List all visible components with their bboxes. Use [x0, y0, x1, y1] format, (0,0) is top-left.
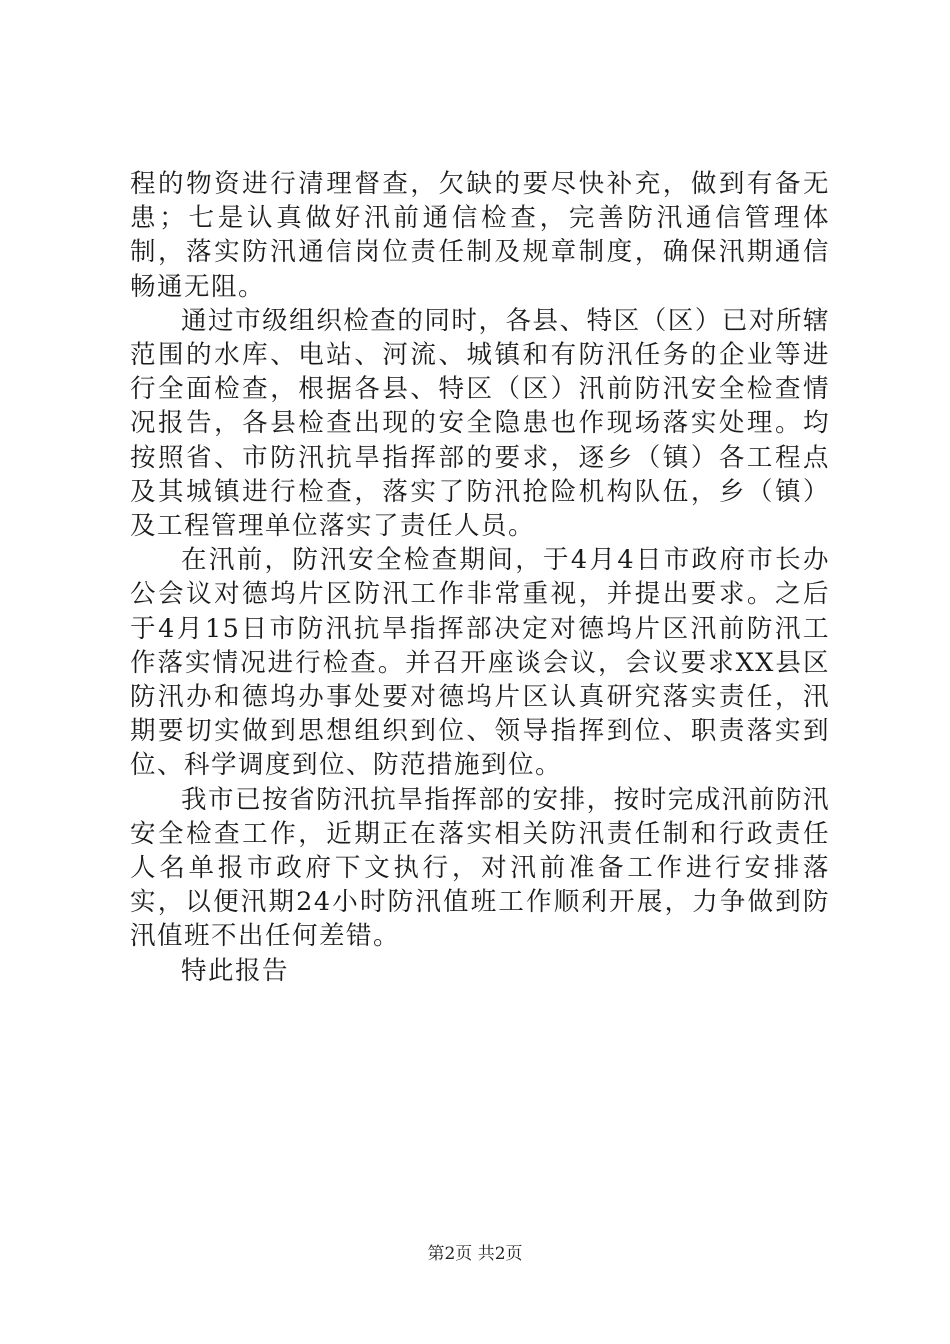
paragraph-continued: 程的物资进行清理督查，欠缺的要尽快补充，做到有备无患；七是认真做好汛前通信检查，完善防汛通信管理体制，落实防汛通信岗位责任制及规章制度，确保汛期通信畅通无阻。 — [130, 169, 830, 302]
paragraph-closing: 特此报告 — [181, 955, 290, 986]
paragraph-city-completion: 我市已按省防汛抗旱指挥部的安排，按时完成汛前防汛安全检查工作，近期正在落实相关防汛责任制和行政责任人名单报市政府下文执行，对汛前准备工作进行安排落实，以便汛期24小时防汛值班工作顺利开展，力争做到防汛值班不出任何差错。 — [130, 784, 830, 952]
page-number-footer: 第2页 共2页 — [427, 1244, 523, 1264]
paragraph-county-inspection: 通过市级组织检查的同时，各县、特区（区）已对所辖范围的水库、电站、河流、城镇和有防汛任务的企业等进行全面检查，根据各县、特区（区）汛前防汛安全检查情况报告，各县检查出现的安全隐患也作现场落实处理。均按照省、市防汛抗旱指挥部的要求，逐乡（镇）各工程点及其城镇进行检查，落实了防汛抢险机构队伍，乡（镇）及工程管理单位落实了责任人员。 — [130, 305, 830, 542]
document-body — [130, 167, 830, 988]
paragraph-dewu-district: 在汛前，防汛安全检查期间，于4月4日市政府市长办公会议对德坞片区防汛工作非常重视，并提出要求。之后于4月15日市防汛抗旱指挥部决定对德坞片区汛前防汛工作落实情况进行检查。并召开座谈会议，会议要求XX县区防汛办和德坞办事处要对德坞片区认真研究落实责任，汛期要切实做到思想组织到位、领导指挥到位、职责落实到位、科学调度到位、防范措施到位。 — [130, 545, 830, 781]
